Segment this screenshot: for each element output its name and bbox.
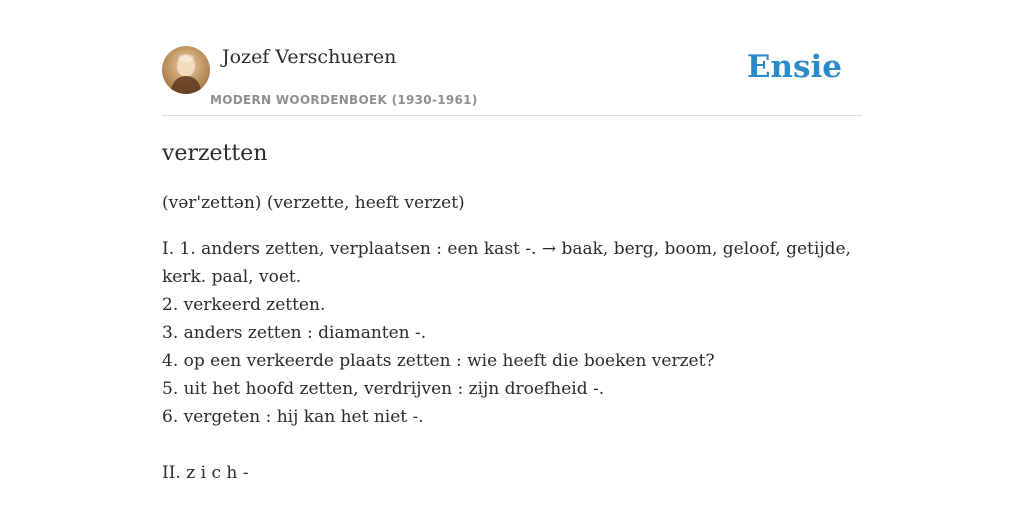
pronunciation: (vər'zettən) (verzette, heeft verzet) <box>162 193 465 213</box>
definition-line: I. 1. anders zetten, verplaatsen : een kast -. → baak, berg, boom, geloof, getijde, <box>162 239 851 259</box>
definition-line: 2. verkeerd zetten. <box>162 295 326 315</box>
entry-header <box>162 44 862 116</box>
definition-line: 3. anders zetten : diamanten -. <box>162 323 427 343</box>
headword: verzetten <box>162 141 268 166</box>
entry-content <box>162 138 862 487</box>
author-avatar[interactable] <box>162 46 210 94</box>
definition-line: 6. vergeten : hij kan het niet -. <box>162 407 424 427</box>
portrait-icon <box>162 46 210 94</box>
definition-line: 4. op een verkeerde plaats zetten : wie heeft die boeken verzet? <box>162 351 715 371</box>
definition-section-heading: II. z i c h - <box>162 463 249 483</box>
definition-line: kerk. paal, voet. <box>162 267 302 287</box>
author-name[interactable]: Jozef Verschueren <box>222 46 397 68</box>
definition-line: 5. uit het hoofd zetten, verdrijven : zijn droefheid -. <box>162 379 605 399</box>
ensie-logo[interactable]: Ensie <box>746 49 842 85</box>
section-gap <box>162 431 862 459</box>
source-title[interactable]: MODERN WOORDENBOEK (1930-1961) <box>210 93 478 107</box>
